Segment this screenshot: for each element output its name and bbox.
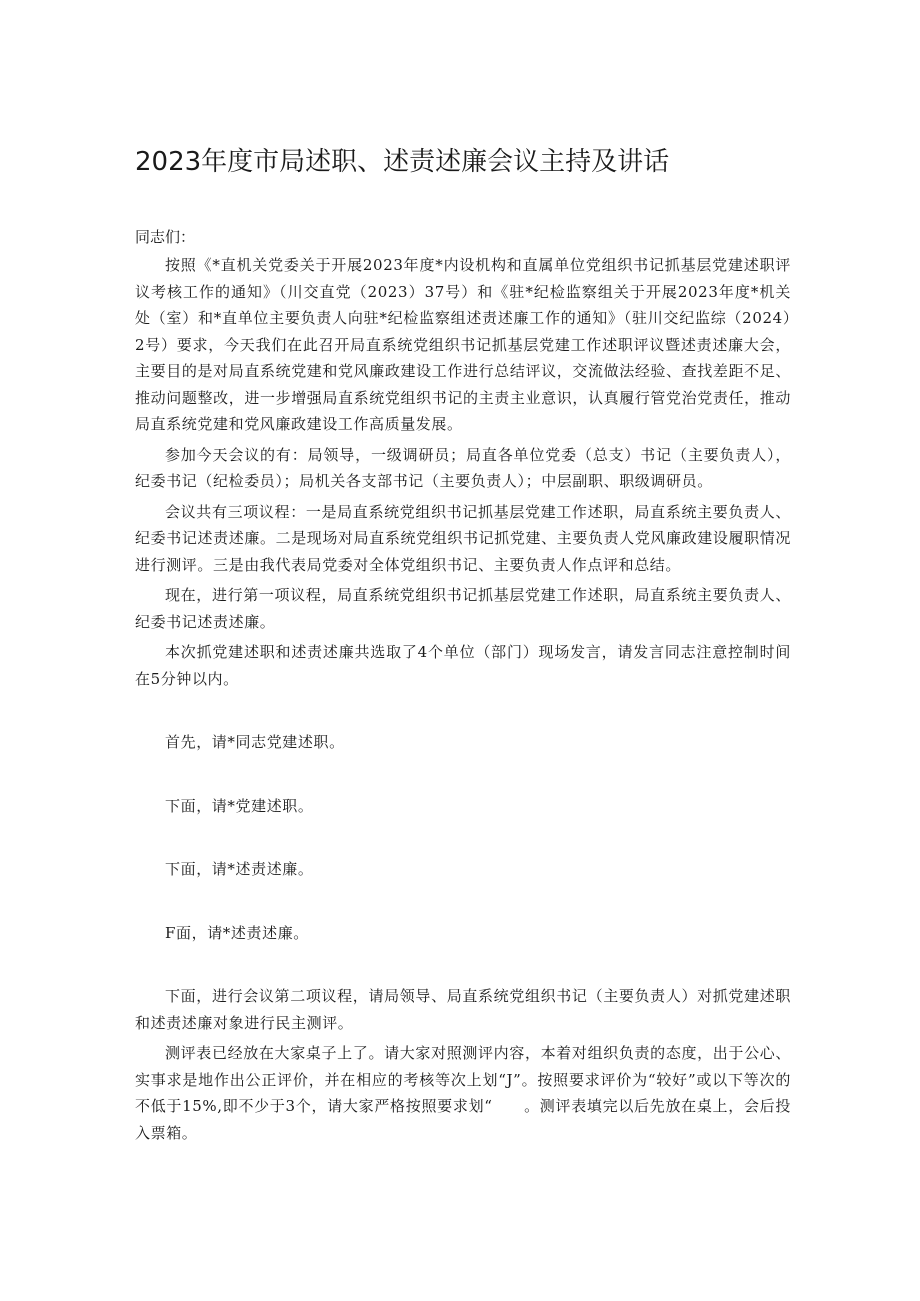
paragraph-speaker-1: 首先，请*同志党建述职。	[165, 733, 345, 751]
paragraph-second-item: 下面，进行会议第二项议程，请局领导、局直系统党组织书记（主要负责人）对抓党建述职和述责述廉对象进行民主测评。	[135, 987, 791, 1032]
paragraph-speakers: 本次抓党建述职和述责述廉共选取了4个单位（部门）现场发言，请发言同志注意控制时间在5分钟以内。	[135, 643, 791, 688]
document-body	[135, 252, 791, 1146]
paragraph-evaluation: 测评表已经放在大家桌子上了。请大家对照测评内容，本着对组织负责的态度，出于公心、实事求是地作出公正评价，并在相应的考核等次上划“J”。按照要求评价为“较好”或以下等次的不低于15%,即不少于3个，请大家严格按照要求划“ 。测评表填完以后先放在桌上，会后投入票箱。	[135, 1044, 791, 1142]
paragraph-notice: 按照《*直机关党委关于开展2023年度*内设机构和直属单位党组织书记抓基层党建述职评议考核工作的通知》（川交直党（2023）37号）和《驻*纪检监察组关于开展2023年度*机关处（室）和*直单位主要负责人向驻*纪检监察组述责述廉工作的通知》（驻川交纪监综（2024）2号）要求，今天我们在此召开局直系统党组织书记抓基层党建工作述职评议暨述责述廉大会，主要目的是对局直系统党建和党风廉政建设工作进行总结评议，交流做法经验、查找差距不足、推动问题整改，进一步增强局直系统党组织书记的主责主业意识，认真履行管党治党责任，推动局直系统党建和党风廉政建设工作高质量发展。	[135, 256, 791, 433]
paragraph-agenda: 会议共有三项议程：一是局直系统党组织书记抓基层党建工作述职，局直系统主要负责人、纪委书记述责述廉。二是现场对局直系统党组织书记抓党建、主要负责人党风廉政建设履职情况进行测评。三是由我代表局党委对全体党组织书记、主要负责人作点评和总结。	[135, 502, 791, 574]
paragraph-attendees: 参加今天会议的有：局领导，一级调研员；局直各单位党委（总支）书记（主要负责人），纪委书记（纪检委员）；局机关各支部书记（主要负责人）；中层副职、职级调研员。	[135, 445, 791, 490]
paragraph-speaker-4: F面，请*述责述廉。	[165, 923, 309, 942]
paragraph-speaker-2: 下面，请*党建述职。	[165, 796, 314, 815]
paragraph-first-item: 现在，进行第一项议程，局直系统党组织书记抓基层党建工作述职，局直系统主要负责人、纪委书记述责述廉。	[135, 586, 791, 631]
paragraph-speaker-3: 下面，请*述责述廉。	[165, 860, 314, 878]
salutation: 同志们：	[135, 228, 196, 246]
document-title: 2023年度市局述职、述责述廉会议主持及讲话	[135, 147, 670, 177]
